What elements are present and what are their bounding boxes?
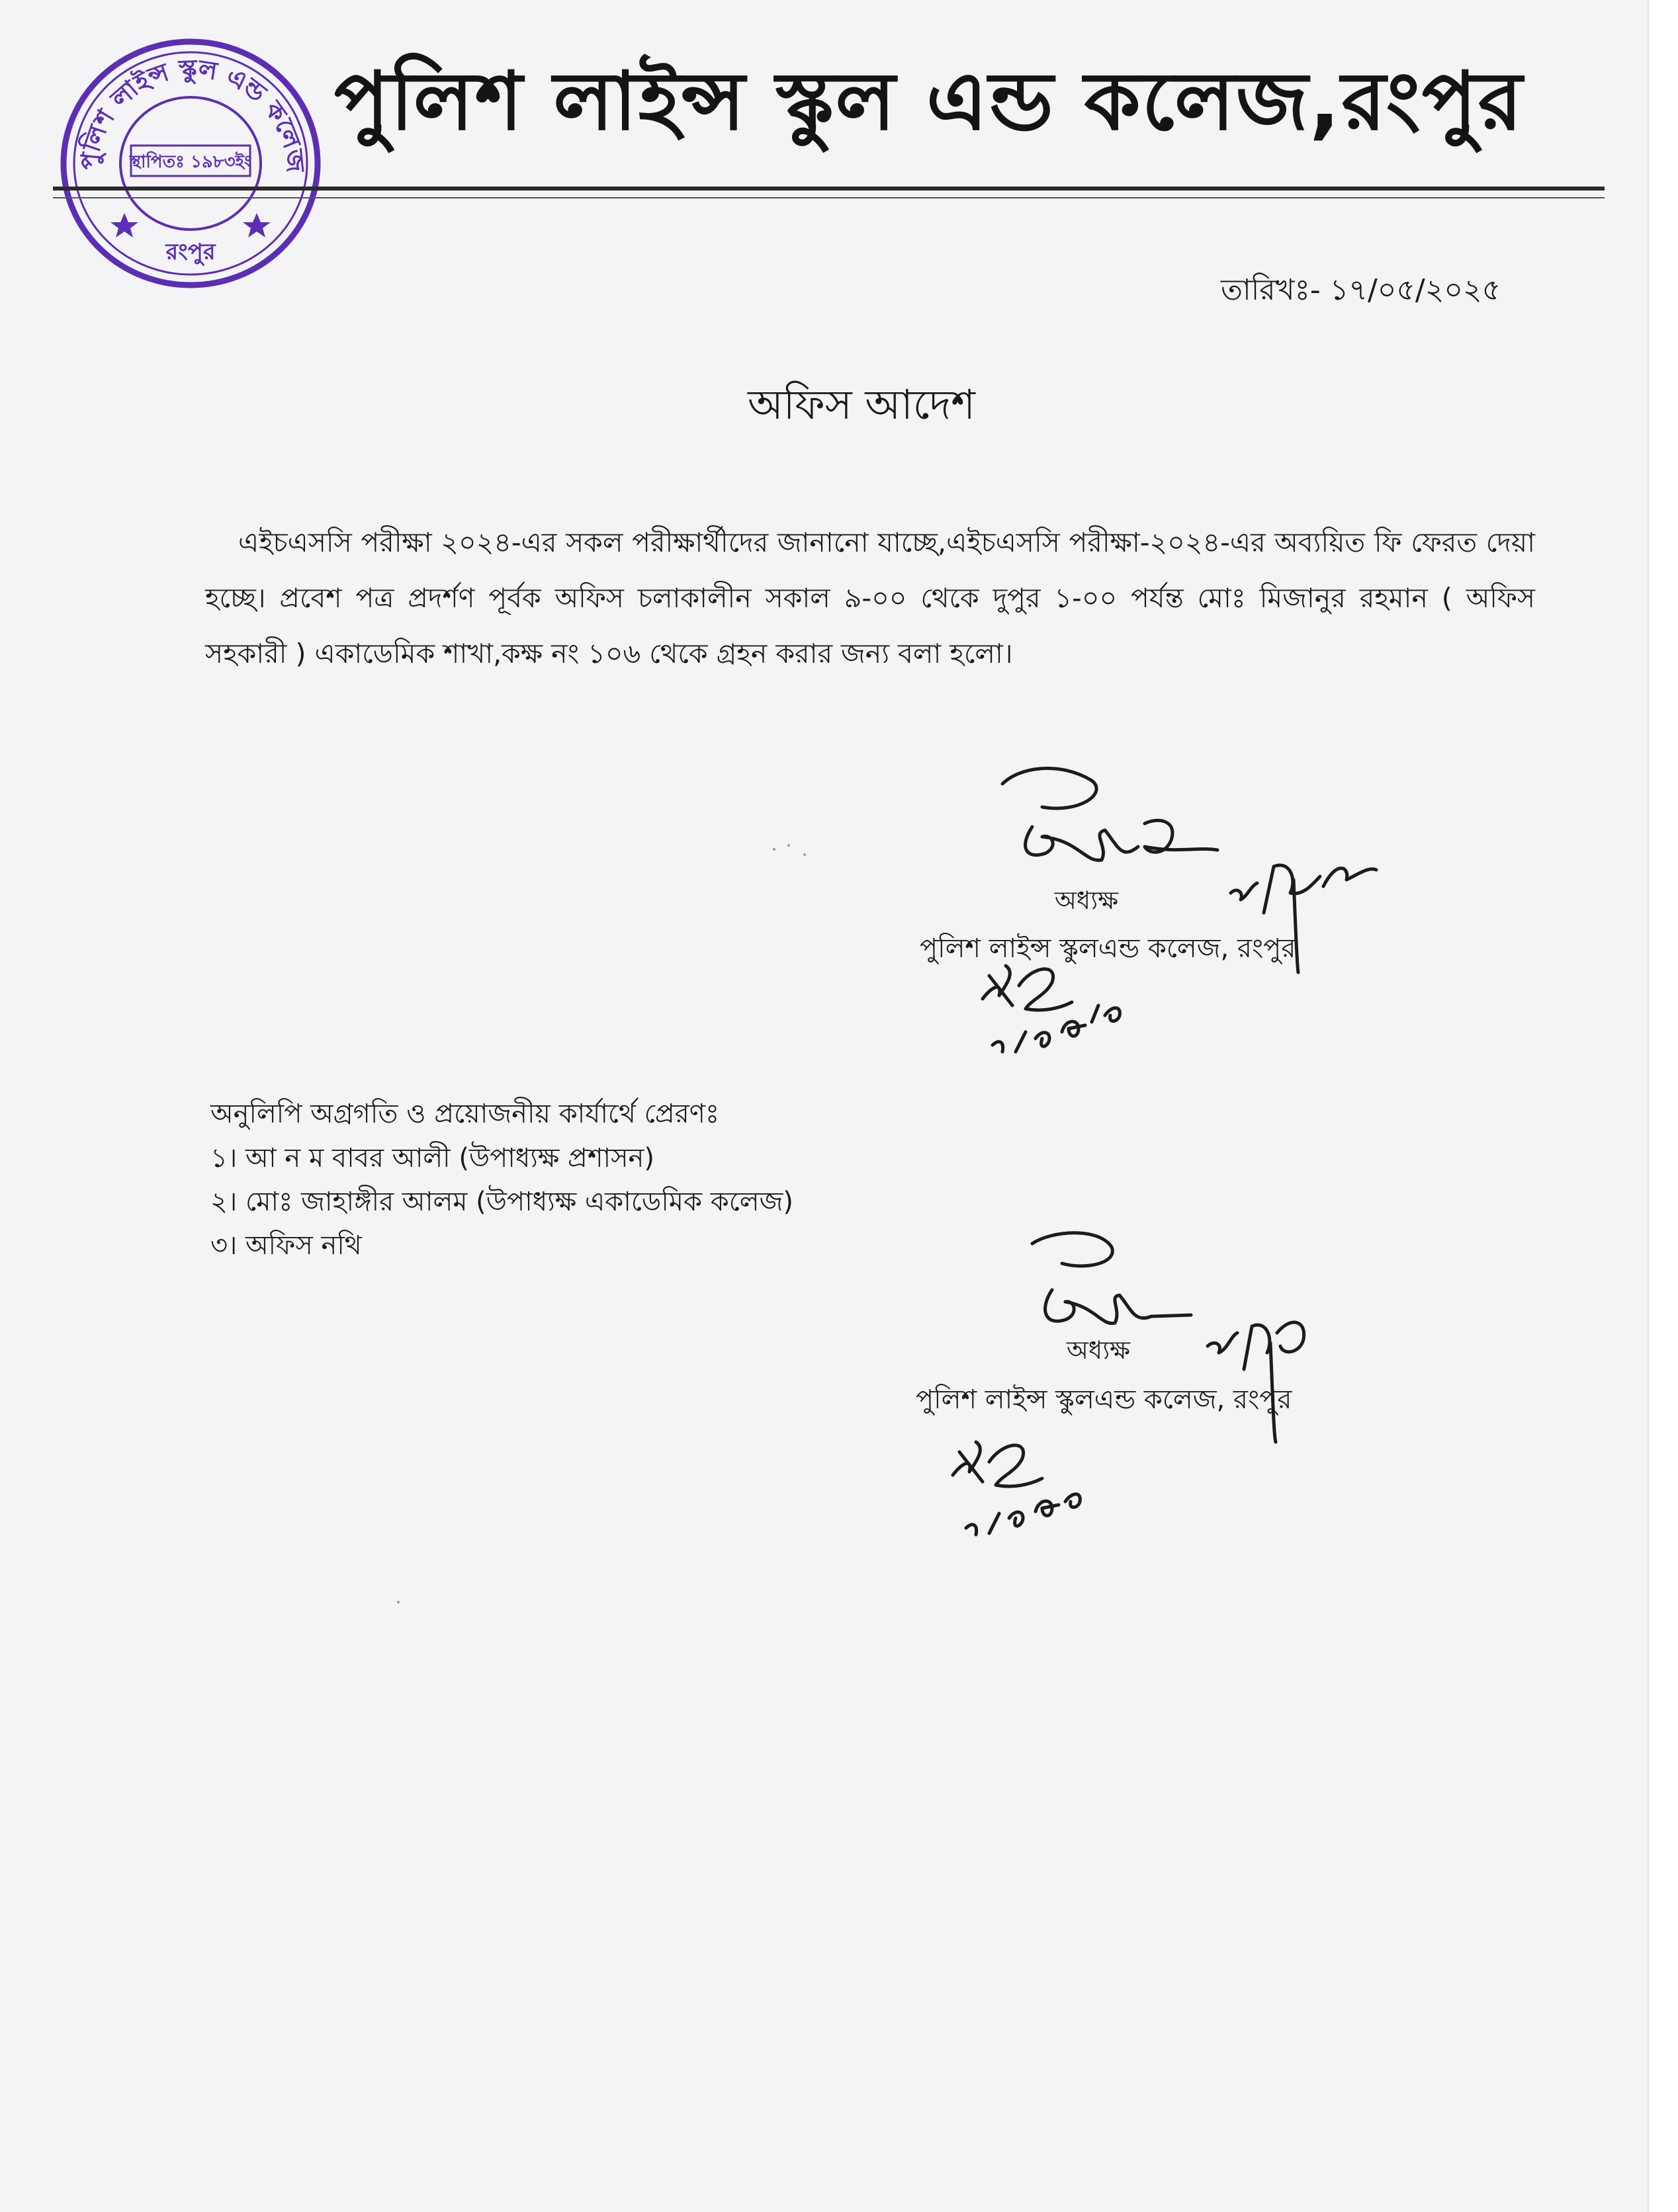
scan-border — [1648, 0, 1678, 2212]
copy-distribution-list — [210, 1136, 793, 1267]
list-item: ৩। অফিস নথি — [210, 1230, 362, 1261]
scan-speck — [803, 853, 806, 856]
scan-speck — [773, 848, 775, 851]
seal-established-text: স্থাপিতঃ ১৯৮৩ইং — [129, 152, 252, 172]
seal-city-text: রংপুর — [165, 239, 216, 265]
seal-star-left-icon — [110, 213, 138, 237]
office-order-title: অফিস আদেশ — [748, 380, 975, 429]
list-item: ১। আ ন ম বাবর আলী (উপাধ্যক্ষ প্রশাসন) — [210, 1143, 655, 1173]
signatory-title-1: অধ্যক্ষ — [1055, 886, 1119, 915]
institution-header: পুলিশ লাইন্স স্কুল এন্ড কলেজ,রংপুর — [334, 54, 1524, 148]
header-rule-thin — [53, 197, 1605, 198]
college-seal-stamp — [58, 34, 323, 289]
header-rule-thick — [53, 187, 1605, 191]
office-order-body: এইচএসসি পরীক্ষা ২০২৪-এর সকল পরীক্ষার্থীদের জানানো যাচ্ছে,এইচএসসি পরীক্ষা-২০২৪-এর অব্যয়িত ফি ফেরত দেয়া হচ্ছে। প্রবেশ পত্র প্রদর্শণ পূর্বক অফিস চলাকালীন সকাল ৯-০০ থেকে দুপুর ১-০০ পর্যন্ত মোঃ মিজানুর রহমান ( অফিস সহকারী ) একাডেমিক শাখা,কক্ষ নং ১০৬ থেকে গ্রহন করার জন্য বলা হলো। — [205, 527, 1535, 669]
scan-speck — [787, 844, 790, 847]
signatory-institution-2: পুলিশ লাইন্স স্কুলএন্ড কলেজ, রংপুর — [916, 1384, 1292, 1415]
copy-distribution-heading: অনুলিপি অগ্রগতি ও প্রয়োজনীয় কার্যার্থে প্রেরণঃ — [210, 1099, 720, 1129]
document-date: তারিখঃ- ১৭/০৫/২০২৫ — [1221, 273, 1501, 307]
signatory-institution-1: পুলিশ লাইন্স স্কুলএন্ড কলেজ, রংপুর — [920, 933, 1296, 964]
seal-ring-text: পুলিশ লাইন্স স্কুল এন্ড কলেজ — [74, 54, 310, 174]
list-item: ২। মোঃ জাহাঙ্গীর আলম (উপাধ্যক্ষ একাডেমিক কলেজ) — [210, 1187, 793, 1217]
seal-star-right-icon — [243, 213, 271, 237]
signatory-title-2: অধ্যক্ষ — [1067, 1336, 1131, 1365]
scan-speck — [397, 1601, 400, 1603]
